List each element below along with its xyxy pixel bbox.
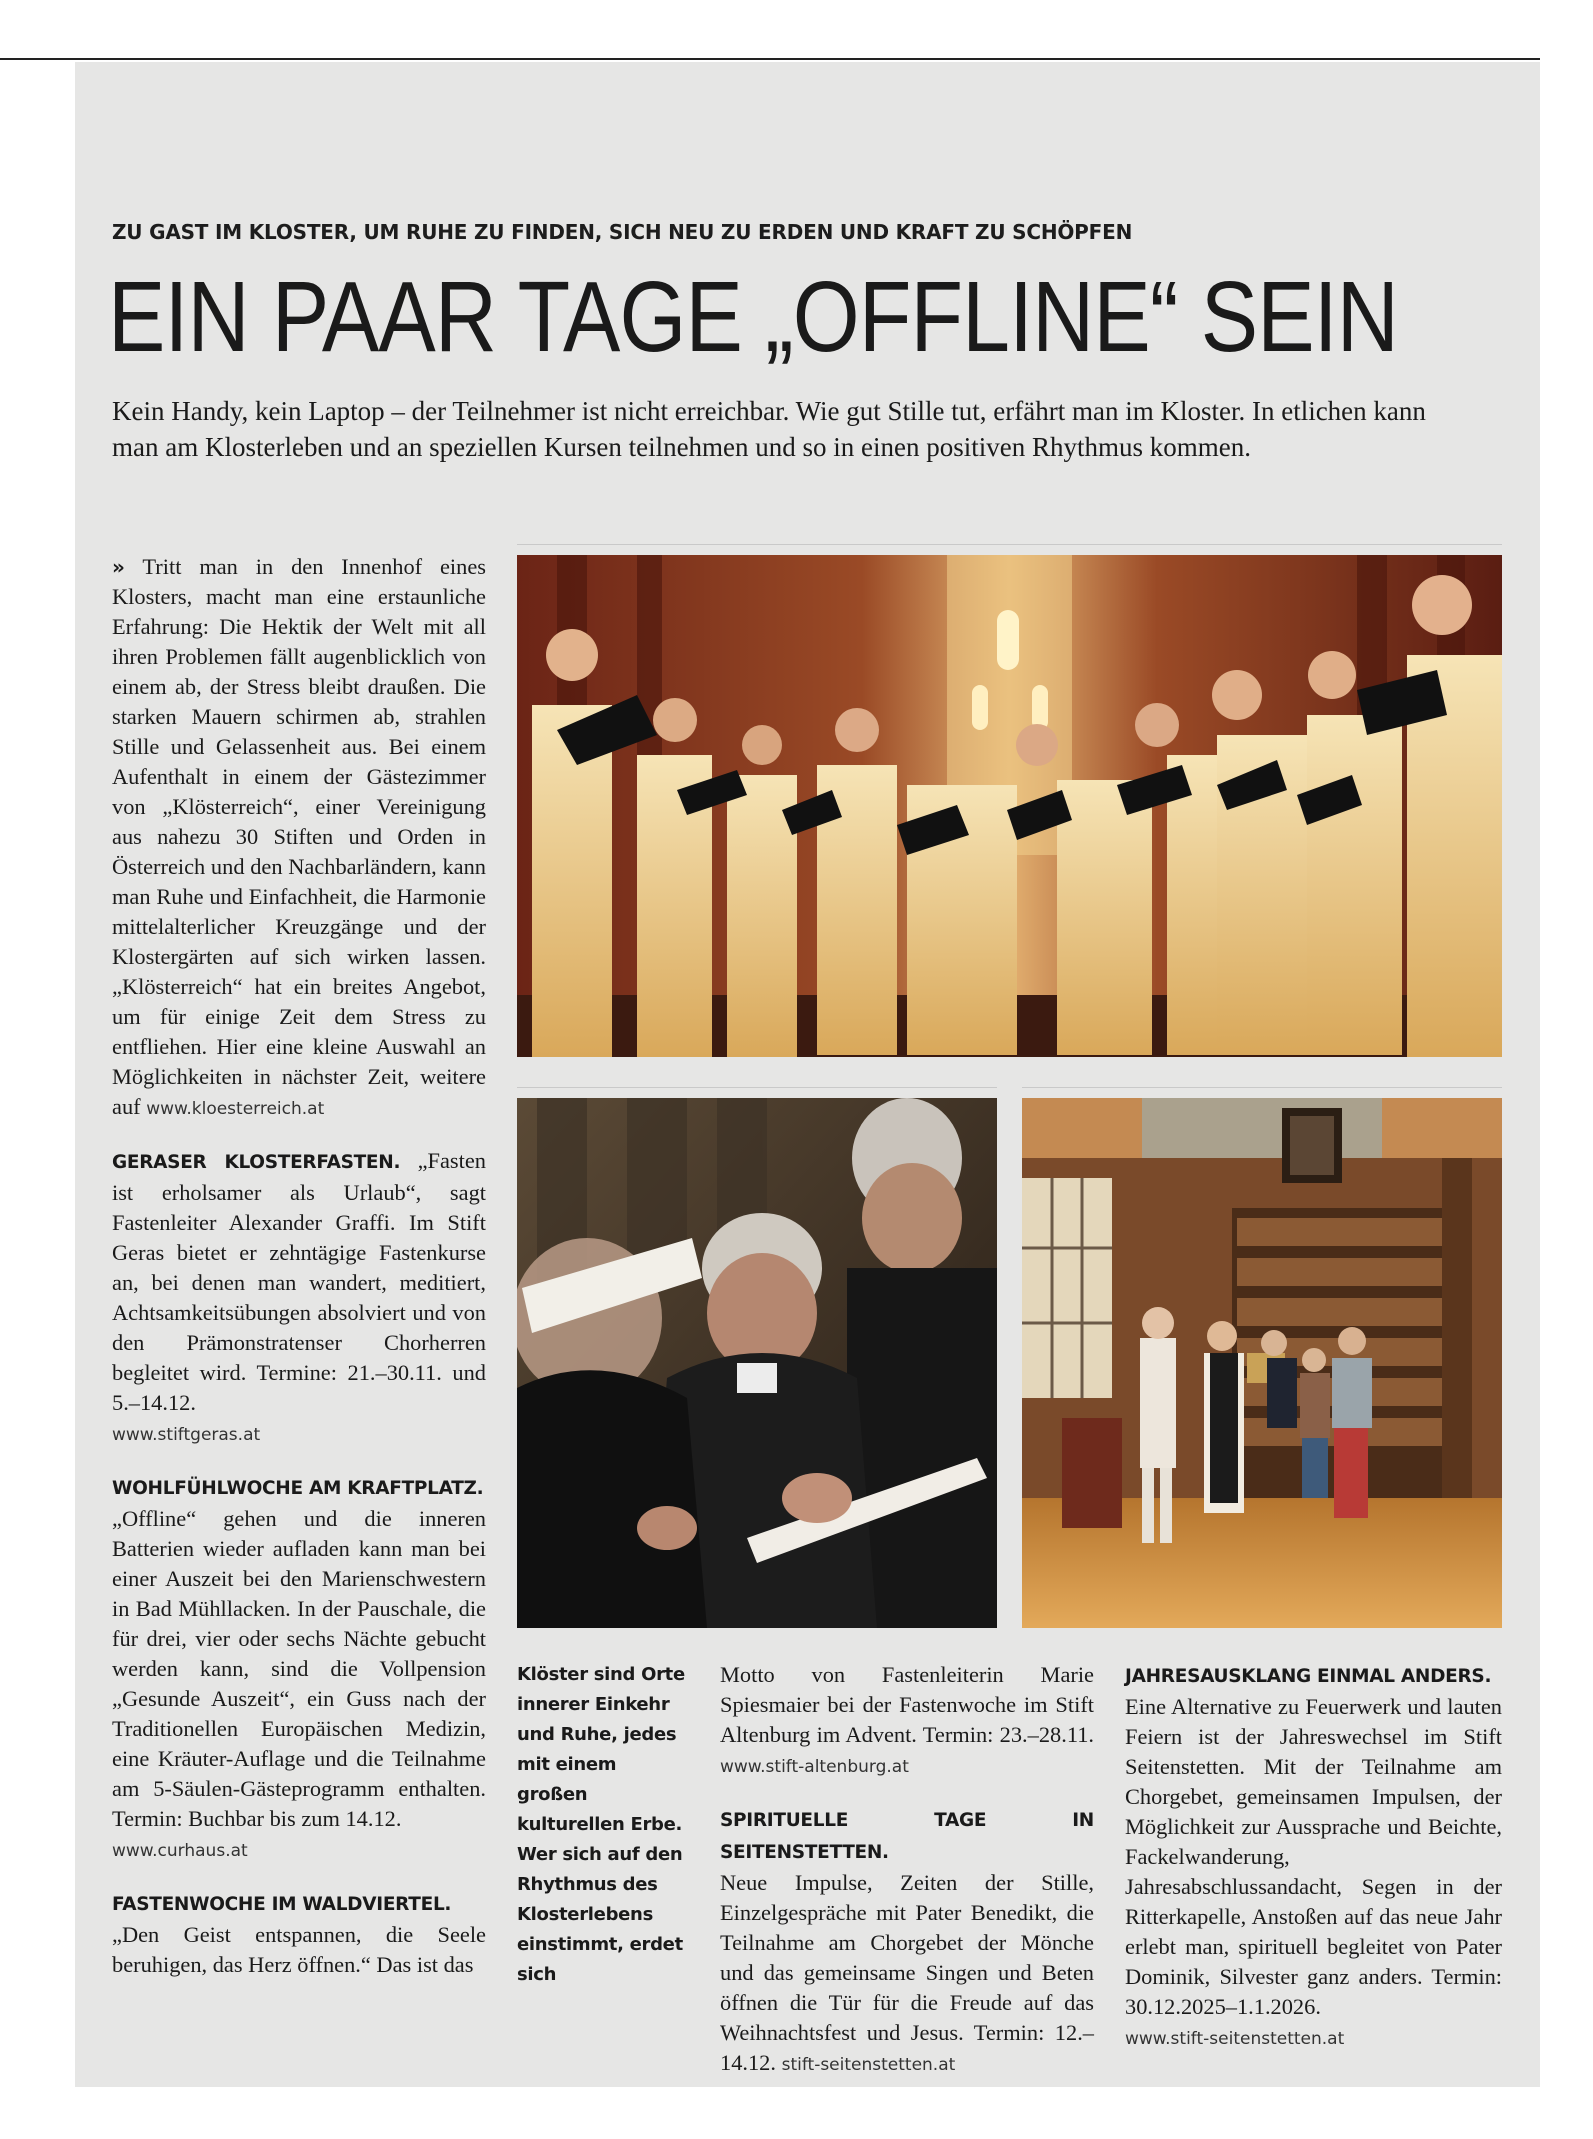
left-column (112, 552, 486, 1980)
section-heading: GERASER KLOSTERFASTEN. (112, 1152, 401, 1173)
section-url[interactable]: www.stiftgeras.at (112, 1425, 261, 1445)
section-url[interactable]: stift-seitenstetten.at (781, 2055, 956, 2075)
continuation-text: Motto von Fastenleiterin Marie Spiesmaier bei der Fastenwoche im Stift Altenburg im Advent. Termin: 23.–28.11. (720, 1662, 1094, 1747)
section-text: „Fasten ist erholsamer als Urlaub“, sagt Fastenleiter Alexander Graffi. Im Stift Geras bietet er zehntägige Fastenkurse an, bei denen man wandert, meditiert, Achtsamkeitsübungen absolviert und von den Prämonstratenser Chorherren begleitet wird. Termine: 21.–30.11. und 5.–14.12. (112, 1148, 486, 1415)
intro-paragraph (112, 552, 486, 1124)
intro-url[interactable]: www.kloesterreich.at (146, 1099, 325, 1119)
middle-column (720, 1660, 1094, 2080)
monks-reading-photo (517, 1098, 997, 1628)
section-waldviertel (112, 1888, 486, 1980)
monks-choir-photo (517, 555, 1502, 1057)
waldviertel-continuation (720, 1660, 1094, 1782)
intro-marker: » (112, 555, 125, 579)
section-text: Neue Impulse, Zeiten der Stille, Einzelgespräche mit Pater Benedikt, die Teilnahme am Chorgebet der Mönche und das gemeinsame Singen und Beten öffnen die Tür für die Freude auf das Weihnachtsfest und Jesus. Termin: 12.–14.12. (720, 1870, 1094, 2075)
top-rule (0, 58, 1540, 60)
section-geras (112, 1146, 486, 1450)
section-url[interactable]: www.curhaus.at (112, 1841, 248, 1861)
right-column (1125, 1660, 1502, 2054)
section-kraftplatz (112, 1472, 486, 1866)
photo-rule (517, 1087, 997, 1088)
section-seitenstetten (720, 1804, 1094, 2080)
section-heading: FASTENWOCHE IM WALDVIERTEL. (112, 1894, 452, 1915)
section-text: „Den Geist entspannen, die Seele beruhigen, das Herz öffnen.“ Das ist das (112, 1922, 486, 1977)
photo-rule (517, 544, 1502, 545)
section-text: „Offline“ gehen und die inneren Batterien wieder aufladen kann man bei einer Auszeit bei den Marienschwestern in Bad Mühllacken. In der Pauschale, die für drei, vier oder sechs Nächte gebucht werden kann, sind die Vollpension „Gesunde Auszeit“, ein Guss nach der Traditionellen Europäischen Medizin, eine Kräuter-Auflage und die Teilnahme am 5-Säulen-Gästeprogramm enthalten. Termin: Buchbar bis zum 14.12. (112, 1506, 486, 1831)
photo-caption: Klöster sind Orte innerer Einkehr und Ruhe, jedes mit einem großen kulturellen Erbe. Wer sich auf den Rhythmus des Klosterlebens einstimmt, erdet sich (517, 1664, 685, 1985)
section-heading: WOHLFÜHLWOCHE AM KRAFTPLATZ. (112, 1478, 484, 1499)
section-heading: JAHRESAUSKLANG EINMAL ANDERS. (1125, 1666, 1492, 1687)
section-text: Eine Alternative zu Feuerwerk und lauten Feiern ist der Jahreswechsel im Stift Seitenstetten. Mit der Teilnahme am Chorgebet, gemeinsamen Impulsen, der Möglichkeit zur Aussprache und Beichte, Fackelwanderung, Jahresabschlussandacht, Segen in der Ritterkapelle, Anstoßen auf das neue Jahr erlebt man, spirituell begleitet von Pater Dominik, Silvester ganz anders. Termin: 30.12.2025–1.1.2026. (1125, 1694, 1502, 2019)
library-photo (1022, 1098, 1502, 1628)
headline: EIN PAAR TAGE „OFFLINE“ SEIN (108, 261, 1399, 373)
lede: Kein Handy, kein Laptop – der Teilnehmer ist nicht erreichbar. Wie gut Stille tut, erfährt man im Kloster. In etlichen kann man am Klosterleben und an speziellen Kursen teilnehmen und so in einen positiven Rhythmus kommen. (112, 396, 1426, 462)
intro-text: Tritt man in den Innenhof eines Klosters, macht man eine erstaunliche Erfahrung: Die Hektik der Welt mit all ihren Problemen fällt augenblicklich von einem ab, der Stress bleibt draußen. Die starken Mauern schirmen ab, strahlen Stille und Gelassenheit aus. Bei einem Aufenthalt in einem der Gästezimmer von „Klösterreich“, einer Vereinigung aus nahezu 30 Stiften und Orden in Österreich und den Nachbarländern, kann man Ruhe und Einfachheit, die Harmonie mittelalterlicher Kreuzgänge und der Klostergärten auf sich wirken lassen. „Klösterreich“ hat ein breites Angebot, um für einige Zeit dem Stress zu entfliehen. Hier eine kleine Auswahl an Möglichkeiten in nächster Zeit, weitere auf (112, 554, 487, 1119)
section-heading: SPIRITUELLE TAGE IN SEITENSTETTEN. (720, 1810, 1094, 1863)
section-jahresausklang (1125, 1660, 1502, 2054)
section-url[interactable]: www.stift-seitenstetten.at (1125, 2029, 1345, 2049)
kicker: ZU GAST IM KLOSTER, UM RUHE ZU FINDEN, SICH NEU ZU ERDEN UND KRAFT ZU SCHÖPFEN (112, 220, 1133, 244)
continuation-url[interactable]: www.stift-altenburg.at (720, 1757, 909, 1777)
photo-rule (1022, 1087, 1502, 1088)
